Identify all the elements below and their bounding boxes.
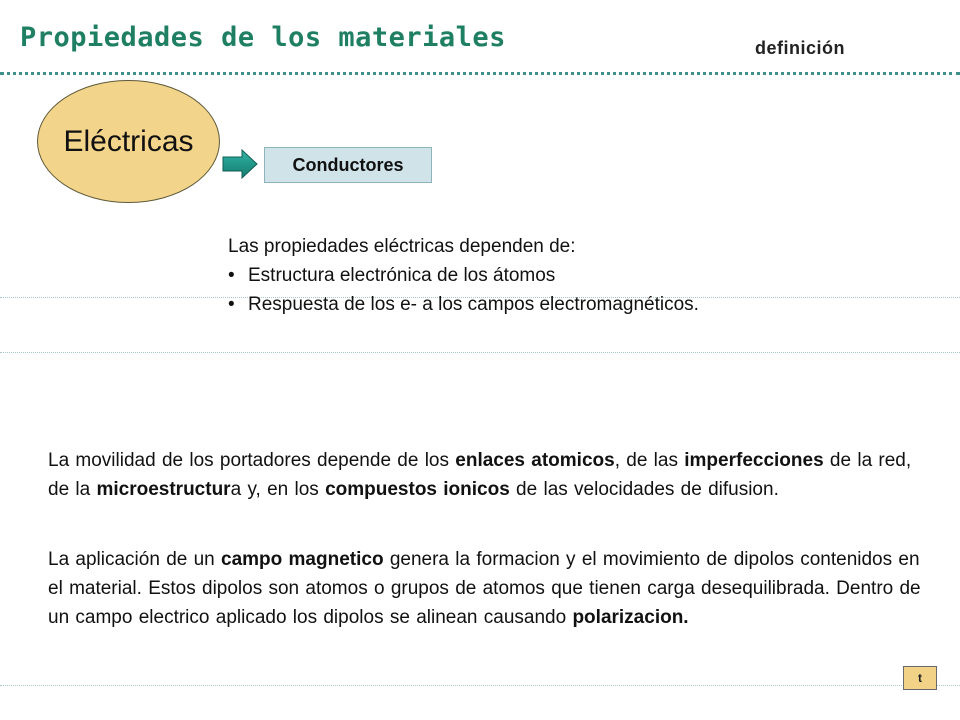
- conductores-box: [264, 147, 432, 183]
- properties-intro: Las propiedades eléctricas dependen de:: [228, 236, 576, 257]
- bold-term: microestructur: [96, 479, 231, 500]
- text-run: , de las: [614, 450, 685, 471]
- guide-line: [0, 685, 960, 686]
- slide-nav-label: t: [918, 671, 922, 685]
- right-arrow-icon: [222, 149, 258, 179]
- page-title: Propiedades de los materiales: [20, 22, 506, 53]
- section-subtitle: definición: [755, 38, 845, 58]
- conductores-label: Conductores: [292, 154, 404, 175]
- category-ellipse: [37, 80, 220, 203]
- paragraph-mobility: [48, 446, 928, 504]
- text-run: La aplicación de un: [48, 549, 222, 570]
- bold-term: campo magnetico: [221, 549, 384, 570]
- properties-bullet: • Estructura electrónica de los átomos: [228, 261, 928, 290]
- text-run: de la red, de la: [48, 450, 912, 500]
- paragraph-magnetic-field: [48, 545, 928, 632]
- text-run: de las velocidades de difusion.: [509, 479, 779, 500]
- bold-term: compuestos ionicos: [325, 479, 510, 500]
- bold-term: enlaces atomicos: [455, 450, 615, 471]
- bold-term: polarizacion.: [572, 607, 689, 628]
- properties-block: [228, 232, 928, 319]
- slide-nav-button[interactable]: [903, 666, 937, 690]
- properties-list: [228, 261, 928, 319]
- header-divider: [0, 72, 960, 75]
- bold-term: imperfecciones: [684, 450, 824, 471]
- category-label: Eléctricas: [63, 124, 194, 158]
- guide-line: [0, 352, 960, 353]
- properties-bullet: • Respuesta de los e- a los campos electromagnéticos.: [228, 290, 928, 319]
- text-run: genera la formacion y el movimiento de dipolos contenidos en el material. Estos dipolos son atomos o grupos de atomos que tienen carga desequilibrada. Dentro de un campo electrico aplicado los dipolos se alinean causando: [48, 549, 921, 628]
- text-run: La movilidad de los portadores depende de los: [48, 450, 456, 471]
- text-run: a y, en los: [230, 479, 326, 500]
